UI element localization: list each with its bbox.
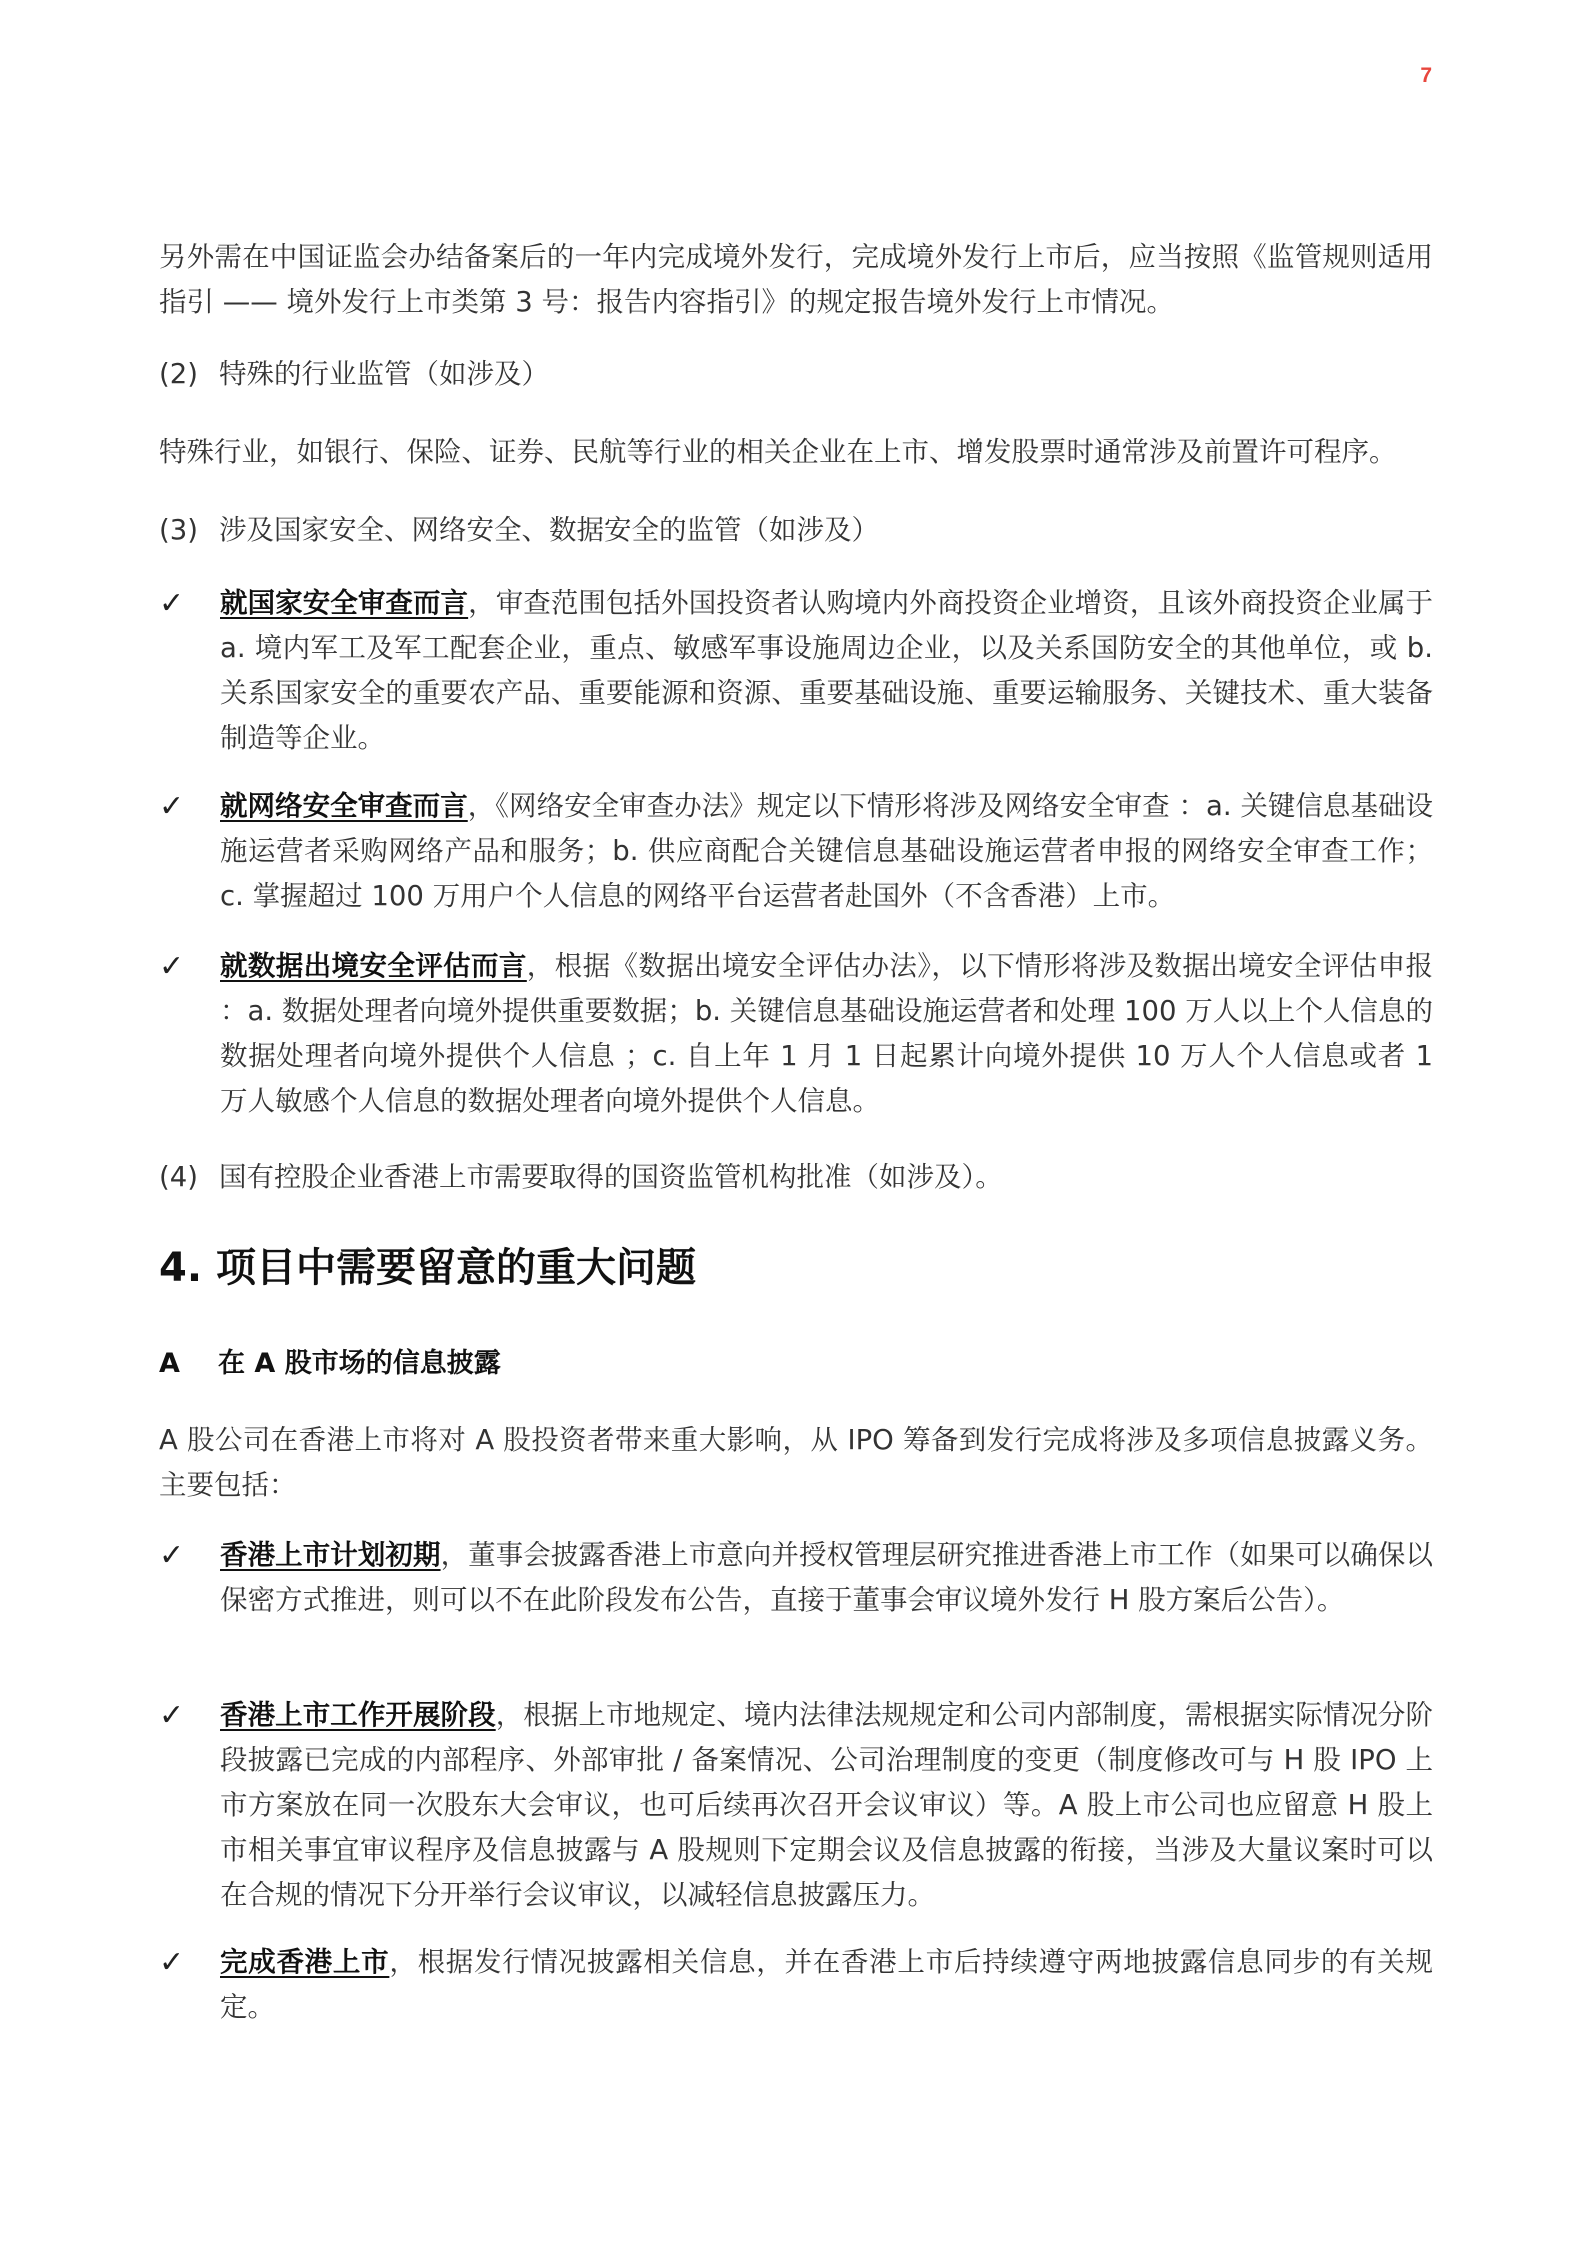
list-number: (4) [159, 1161, 198, 1193]
bullet-body: ，审查范围包括外国投资者认购境内外商投资企业增资，且该外商投资企业属于 a. 境内军工及军工配套企业，重点、敏感军事设施周边企业，以及关系国防安全的其他单位，或 b. 关系国家安全的重要农产品、重要能源和资源、重要基础设施、重要运输服务、关键技术、重大装备制造等企业。 [220, 587, 1434, 754]
list-item-2 [159, 352, 1433, 397]
subsection-heading [159, 1341, 1433, 1386]
bullet-body: ，根据上市地规定、境内法律法规规定和公司内部制度，需根据实际情况分阶段披露已完成的内部程序、外部审批 / 备案情况、公司治理制度的变更（制度修改可与 H 股 IPO 上市方案放在同一次股东大会审议，也可后续再次召开会议审议）等。A 股上市公司也应留意 H 股上市相关事宜审议程序及信息披露与 A 股规则下定期会议及信息披露的衔接，当涉及大量议案时可以在合规的情况下分开举行会议审议，以减轻信息披露压力。 [220, 1699, 1434, 1911]
bullet-body: ，董事会披露香港上市意向并授权管理层研究推进香港上市工作（如果可以确保以保密方式推进，则可以不在此阶段发布公告，直接于董事会审议境外发行 H 股方案后公告）。 [220, 1539, 1434, 1616]
bullet-text [220, 944, 1433, 1124]
list-number: (2) [159, 358, 198, 390]
bullet-text [220, 581, 1433, 761]
bullet-lead: 完成香港上市 [220, 1946, 390, 1978]
intro-paragraph: 另外需在中国证监会办结备案后的一年内完成境外发行，完成境外发行上市后，应当按照《监管规则适用指引 —— 境外发行上市类第 3 号：报告内容指引》的规定报告境外发行上市情况。 [159, 241, 1433, 318]
bullet-lead: 就网络安全审查而言 [220, 790, 468, 822]
checkmark-icon: ✓ [159, 1945, 185, 1980]
subsection-letter: A [159, 1348, 180, 1379]
a-share-paragraph: A 股公司在香港上市将对 A 股投资者带来重大影响，从 IPO 筹备到发行完成将涉及多项信息披露义务。主要包括： [159, 1424, 1433, 1501]
bullet-lead: 香港上市工作开展阶段 [220, 1699, 496, 1731]
bullet-lead: 就数据出境安全评估而言 [220, 950, 527, 982]
list-item-4 [159, 1155, 1433, 1200]
page-number: 7 [1420, 64, 1432, 87]
bullet-lead: 香港上市计划初期 [220, 1539, 441, 1571]
bullet-text [220, 1940, 1433, 2030]
subsection-title: 在 A 股市场的信息披露 [218, 1348, 501, 1379]
list-item-title: 国有控股企业香港上市需要取得的国资监管机构批准（如涉及）。 [219, 1161, 1003, 1193]
bullet-text [220, 784, 1433, 919]
bullet-text [220, 1533, 1433, 1623]
list-number: (3) [159, 514, 198, 546]
section-heading: 4. 项目中需要留意的重大问题 [159, 1245, 696, 1291]
checkmark-icon: ✓ [159, 949, 185, 984]
checkmark-icon: ✓ [159, 586, 185, 621]
checkmark-icon: ✓ [159, 789, 185, 824]
industry-paragraph: 特殊行业，如银行、保险、证券、民航等行业的相关企业在上市、增发股票时通常涉及前置许可程序。 [159, 436, 1397, 468]
checkmark-icon: ✓ [159, 1538, 185, 1573]
bullet-body: ，《网络安全审查办法》规定以下情形将涉及网络安全审查 ：a. 关键信息基础设施运营者采购网络产品和服务；b. 供应商配合关键信息基础设施运营者申报的网络安全审查工作；c. 掌握超过 100 万用户个人信息的网络平台运营者赴国外（不含香港）上市。 [220, 790, 1434, 912]
bullet-body: ，根据《数据出境安全评估办法》，以下情形将涉及数据出境安全评估申报 ：a. 数据处理者向境外提供重要数据；b. 关键信息基础设施运营者和处理 100 万人以上个人信息的数据处理者向境外提供个人信息 ；c. 自上年 1 月 1 日起累计向境外提供 10 万人个人信息或者 1 万人敏感个人信息的数据处理者向境外提供个人信息。 [220, 950, 1434, 1117]
checkmark-icon: ✓ [159, 1698, 185, 1733]
bullet-body: ，根据发行情况披露相关信息，并在香港上市后持续遵守两地披露信息同步的有关规定。 [220, 1946, 1433, 2023]
list-item-3 [159, 508, 1433, 553]
bullet-text [220, 1693, 1433, 1918]
list-item-title: 特殊的行业监管（如涉及） [219, 358, 549, 390]
list-item-title: 涉及国家安全、网络安全、数据安全的监管（如涉及） [219, 514, 879, 546]
bullet-lead: 就国家安全审查而言 [220, 587, 469, 619]
